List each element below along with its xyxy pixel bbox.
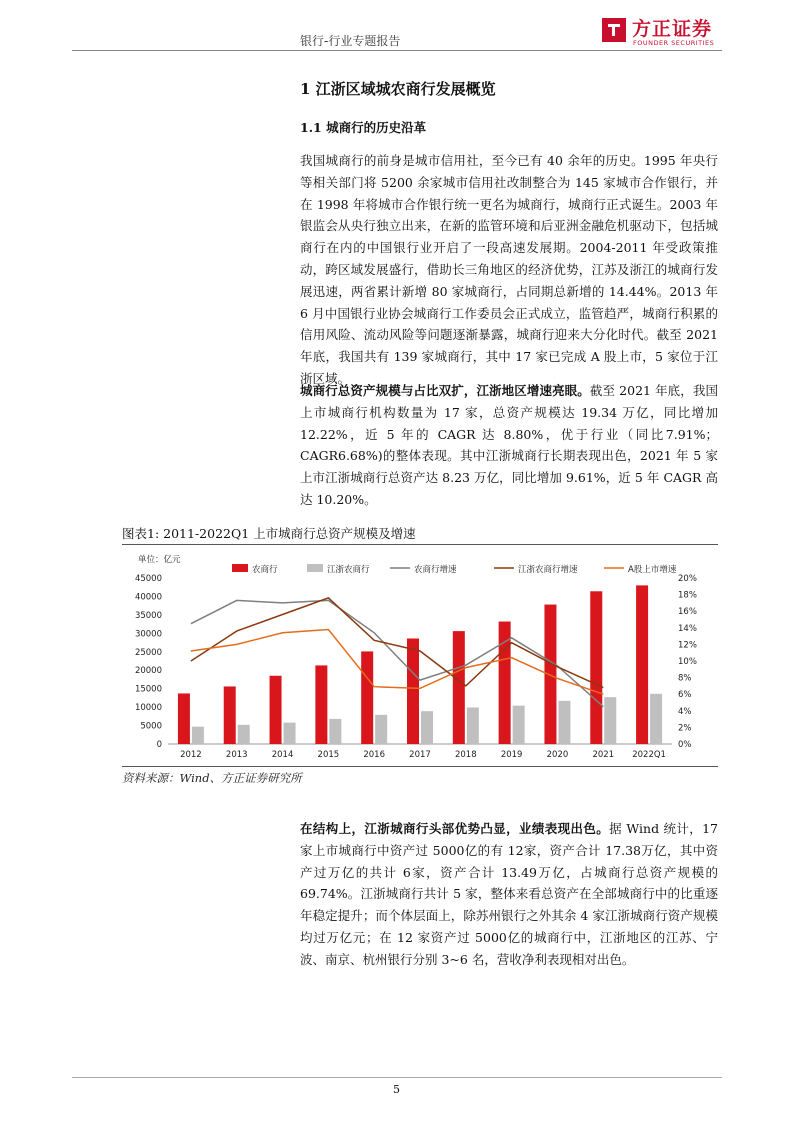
y-left-tick-label: 5000 bbox=[140, 721, 162, 732]
x-tick-label: 2022Q1 bbox=[632, 750, 666, 760]
x-tick-label: 2017 bbox=[409, 750, 431, 760]
y-right-tick-label: 6% bbox=[678, 690, 692, 701]
y-right-tick-label: 14% bbox=[678, 623, 697, 634]
legend-label: 江浙农商行 bbox=[327, 565, 370, 575]
report-type: 银行-行业专题报告 bbox=[300, 34, 401, 48]
y-left-tick-label: 45000 bbox=[134, 574, 162, 584]
line-series-3 bbox=[191, 630, 603, 695]
legend-swatch bbox=[307, 564, 323, 572]
bar-jiangzhe-rural-bank bbox=[467, 707, 479, 744]
legend-label: A股上市增速 bbox=[628, 565, 677, 575]
y-right-tick-label: 4% bbox=[678, 706, 692, 717]
paragraph-structure-lead: 在结构上，江浙城商行头部优势凸显，业绩表现出色。 bbox=[300, 821, 610, 836]
legend-label: 农商行增速 bbox=[414, 565, 457, 575]
figure-top-rule bbox=[122, 544, 718, 545]
asset-scale-chart bbox=[122, 548, 718, 764]
x-tick-label: 2014 bbox=[271, 750, 294, 760]
bar-rural-bank bbox=[590, 591, 602, 744]
y-right-tick-label: 10% bbox=[678, 657, 697, 667]
bar-jiangzhe-rural-bank bbox=[192, 727, 204, 744]
bar-jiangzhe-rural-bank bbox=[375, 715, 387, 744]
section-subtitle: 1.1 城商行的历史沿革 bbox=[300, 120, 427, 135]
bar-rural-bank bbox=[544, 605, 556, 744]
chart-unit-label: 单位：亿元 bbox=[138, 555, 181, 565]
legend-label: 农商行 bbox=[252, 565, 278, 575]
logo-en-text: FOUNDER SECURITIES bbox=[633, 39, 715, 47]
bar-jiangzhe-rural-bank bbox=[650, 694, 662, 744]
paragraph-asset-scale-body: 截至 2021 年底，我国上市城商行机构数量为 17 家，总资产规模达 19.34 万亿，同比增加 12.22%，近 5 年的 CAGR 达 8.80%，优于行业（同比7.91%；CAGR6.68%)的整体表现。其中江浙城商行长期表现出色，2021 年 5 家上市江浙城商行总资产达 8.23 万亿，同比增加 9.61%，近 5 年 CAGR 高达 10.20%。 bbox=[300, 383, 718, 507]
x-tick-label: 2020 bbox=[546, 750, 569, 760]
bar-rural-bank bbox=[315, 665, 327, 744]
bar-rural-bank bbox=[270, 676, 282, 744]
y-right-tick-label: 2% bbox=[678, 723, 692, 734]
y-left-tick-label: 0 bbox=[156, 740, 162, 750]
paragraph-history: 我国城商行的前身是城市信用社，至今已有 40 余年的历史。1995 年央行等相关部门将 5200 余家城市信用社改制整合为 145 家城市合作银行，并在 1998 年将城市合作银行统一更名为城商行，城商行正式诞生。2003 年银监会从央行独立出来，在新的监管环境和后亚洲金融危机驱动下，包括城商行在内的中国银行业开启了一段高速发展期。2004-2011 年受政策推动，跨区域发展盛行，借助长三角地区的经济优势，江苏及浙江的城商行发展迅速，两省累计新增 80 家城商行，占同期总新增的 14.44%。2013 年 6 月中国银行业协会城商行工作委员会正式成立，监管趋严，城商行积累的信用风险、流动风险等问题逐渐暴露，城商行迎来大分化时代。截至 2021 年底，我国共有 139 家城商行，其中 17 家已完成 A 股上市，5 家位于江浙区域。 bbox=[300, 153, 718, 386]
y-right-tick-label: 18% bbox=[678, 590, 697, 601]
paragraph-structure-body: 据 Wind 统计，17 家上市城商行中资产过 5000亿的有 12家，资产合计 17.38万亿，其中资产过万亿的共计 6家，资产合计 13.49万亿，占城商行总资产规模的 69.74%。江浙城商行共计 5 家，整体来看总资产在全部城商行中的比重逐年稳定提升；而个体层面上，除苏州银行之外其余 4 家江浙城商行资产规模均过万亿元；在 12 家资产过 5000亿的城商行中，江浙地区的江苏、宁波、南京、杭州银行分别 3~6 名，营收净利表现相对出色。 bbox=[300, 821, 718, 967]
bar-rural-bank bbox=[178, 693, 190, 744]
x-tick-label: 2018 bbox=[454, 750, 477, 760]
legend-swatch bbox=[232, 564, 248, 572]
bar-jiangzhe-rural-bank bbox=[421, 711, 433, 744]
x-tick-label: 2016 bbox=[363, 750, 386, 760]
y-left-tick-label: 10000 bbox=[134, 703, 162, 714]
line-series-1 bbox=[191, 600, 603, 706]
paragraph-asset-scale bbox=[300, 380, 718, 511]
section-title: 1 江浙区域城农商行发展概览 bbox=[300, 80, 496, 98]
bar-jiangzhe-rural-bank bbox=[284, 723, 296, 744]
paragraph-asset-scale-lead: 城商行总资产规模与占比双扩，江浙地区增速亮眼。 bbox=[300, 383, 590, 398]
y-left-tick-label: 30000 bbox=[134, 629, 162, 640]
bar-rural-bank bbox=[453, 631, 465, 744]
y-right-tick-label: 16% bbox=[678, 607, 697, 618]
paragraph-structure bbox=[300, 818, 718, 971]
line-series-2 bbox=[191, 598, 603, 688]
y-left-tick-label: 40000 bbox=[134, 592, 162, 603]
page-number: 5 bbox=[393, 1083, 400, 1096]
founder-logo-icon bbox=[600, 16, 628, 44]
logo-cn-text: 方正证券 bbox=[632, 18, 713, 40]
founder-logo bbox=[600, 14, 724, 48]
bar-jiangzhe-rural-bank bbox=[329, 719, 341, 744]
y-right-tick-label: 20% bbox=[678, 574, 697, 584]
bar-jiangzhe-rural-bank bbox=[238, 725, 250, 744]
figure-title: 图表1: 2011-2022Q1 上市城商行总资产规模及增速 bbox=[122, 526, 416, 541]
y-right-tick-label: 0% bbox=[678, 740, 692, 750]
x-tick-label: 2012 bbox=[180, 750, 202, 760]
bar-rural-bank bbox=[636, 585, 648, 744]
y-left-tick-label: 25000 bbox=[134, 647, 162, 658]
y-right-tick-label: 8% bbox=[678, 673, 692, 684]
bar-jiangzhe-rural-bank bbox=[558, 701, 570, 744]
y-left-tick-label: 15000 bbox=[134, 684, 162, 695]
bar-rural-bank bbox=[361, 651, 373, 744]
x-tick-label: 2015 bbox=[317, 750, 340, 760]
y-left-tick-label: 20000 bbox=[134, 666, 162, 677]
legend-label: 江浙农商行增速 bbox=[518, 565, 578, 575]
y-right-tick-label: 12% bbox=[678, 640, 697, 651]
bar-jiangzhe-rural-bank bbox=[604, 697, 616, 744]
y-left-tick-label: 35000 bbox=[134, 610, 162, 621]
bar-rural-bank bbox=[407, 638, 419, 744]
figure-source: 资料来源：Wind、方正证券研究所 bbox=[122, 771, 302, 785]
bar-jiangzhe-rural-bank bbox=[513, 706, 525, 744]
x-tick-label: 2021 bbox=[592, 750, 615, 760]
header-divider bbox=[72, 50, 722, 51]
x-tick-label: 2019 bbox=[500, 750, 523, 760]
x-tick-label: 2013 bbox=[225, 750, 248, 760]
figure-bottom-rule bbox=[122, 766, 718, 767]
bar-rural-bank bbox=[224, 686, 236, 744]
footer-divider bbox=[72, 1077, 722, 1078]
